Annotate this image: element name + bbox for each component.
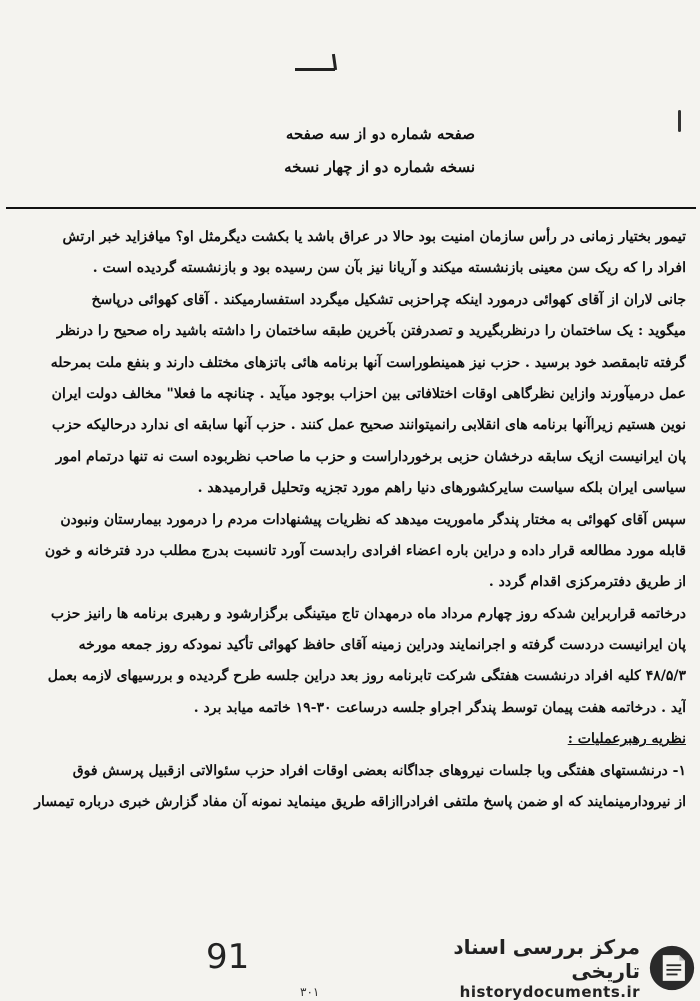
- document-body: [14, 222, 686, 818]
- printed-page-number: ۳۰۱: [300, 985, 320, 999]
- document-header: [215, 118, 475, 184]
- archive-watermark: [398, 935, 696, 1001]
- watermark-url: historydocuments.ir: [459, 983, 641, 1001]
- body-line: نوین هستیم زیراآنها برنامه های انقلابی رانمیتوانند صحیح عمل کنند . حزب آنها سابقه ای ندارد درحالیکه حزب: [51, 417, 686, 434]
- body-line: درخاتمه قراربراین شدکه روز چهارم مرداد ماه درمهدان تاج میتینگی برگزارشود و رهبری برنامه ها رانیز حزب: [50, 605, 686, 622]
- body-line: از طریق دفترمرکزی اقدام گردد .: [488, 574, 686, 591]
- document-archive-logo-icon: [648, 942, 696, 994]
- body-line: گرفته تابمقصد خود برسید . حزب نیز همینطوراست آنها برنامه هائی باتزهای مختلف دارند و بنفع ملت بمرحله: [50, 354, 686, 371]
- body-line: از نیرودارمینمایند که او ضمن پاسخ ملتفی افرادراازاقه طریق مینماید نمونه آن مفاد گزارش خبری درباره تیمسار: [34, 794, 686, 811]
- body-line: پان ایرانیست دردست گرفته و اجرانمایند ودراین زمینه آقای حافظ کهوائی تأکید نمودکه روز جمعه مورخه: [78, 637, 686, 654]
- body-line: تیمور بختیار زمانی در رأس سازمان امنیت بود حالا در عراق باشد یا بکشت دیگرمثل او؟ میافزاید خبر ارتش: [62, 229, 686, 245]
- body-line: سیاسی ایران بلکه سیاست سایرکشورهای دنیا راهم مورد تجزیه وتحلیل قرارمیدهد .: [197, 480, 686, 497]
- watermark-title: مرکز بررسی اسناد تاریخی: [453, 935, 641, 983]
- section-heading: نظریه رهبرعملیات :: [567, 731, 686, 748]
- body-line: آید . درخاتمه هفت پیمان توسط پندگر اجراو جلسه درساعت ۳۰-۱۹ خاتمه میابد برد .: [193, 699, 686, 716]
- body-line: ۴۸/۵/۳ کلیه افراد درنشست هفتگی شرکت تابرنامه روز بعد دراین جلسه طرح گردیده و بررسیهای لازمه بعمل: [47, 668, 686, 685]
- body-line: عمل درمیآورند وازاین نظرگاهی اوقات اختلافاتی بین احزاب بوجود میآید . چنانچه ما فعلا" مخالف دولت ایران: [51, 385, 686, 402]
- handwritten-page-number: 91: [206, 937, 250, 977]
- body-line: ۱- درنشستهای هفتگی وبا جلسات نیروهای جداگانه بعضی اوقات افراد حزب سئوالاتی ازقبیل پرسش فوق: [72, 762, 686, 779]
- body-line: افراد را که ریک سن معینی بازنشسته میکند و آریانا نیز بآن سن رسیده بود و بازنشسته گردیده است .: [92, 260, 686, 277]
- top-handwritten-mark: [295, 68, 335, 71]
- margin-mark: [678, 110, 681, 132]
- watermark-text: [398, 935, 640, 1001]
- body-line: میگوید : یک ساختمان را درنظربگیرید و تصدرفتن بآخرین طبقه ساختمان را داشته باشید راه صحیح را درنظر: [56, 323, 686, 340]
- header-divider: [6, 207, 696, 209]
- body-line: سپس آقای کهوائی به مختار پندگر ماموریت میدهد که نظریات پیشنهادات مردم را درمورد بیمارستان ونبودن: [60, 511, 686, 528]
- copy-count-line: نسخه شماره دو از چهار نسخه: [284, 158, 475, 176]
- body-line: قابله مورد مطالعه قرار داده و دراین باره اعضاء افرادی رابدست آورد تانسبت بدرج مطلب درد فترخانه و خون: [44, 542, 686, 559]
- body-line: پان ایرانیست ازیک سابقه درخشان حزبی برخورداراست و حزب ما صاحب نظربوده است نه تنها درتمام امور: [55, 448, 686, 465]
- page-count-line: صفحه شماره دو از سه صفحه: [285, 125, 475, 143]
- body-line: جانی لاران از آقای کهوائی درمورد اینکه چراحزبی تشکیل میگردد استفسارمیکند . آقای کهوائی درپاسخ: [91, 291, 686, 308]
